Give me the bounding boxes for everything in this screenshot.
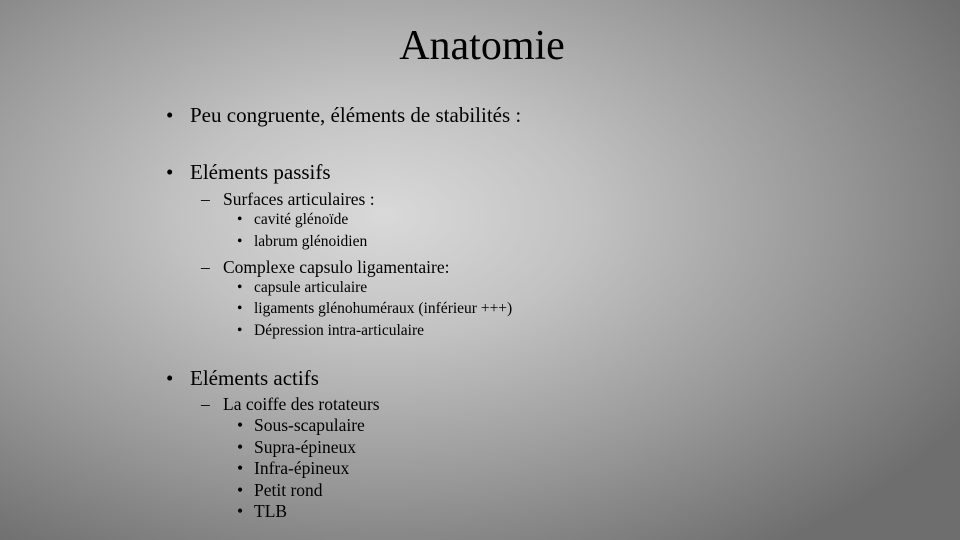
list-item xyxy=(237,299,512,319)
subitem-surfaces-text: Surfaces articulaires : xyxy=(223,189,375,209)
list-item-text: ligaments glénohuméraux (inférieur +++) xyxy=(254,300,513,317)
list-item xyxy=(237,278,367,298)
bullet-passifs-text: Eléments passifs xyxy=(190,160,331,184)
bullet-marker: • xyxy=(166,103,174,127)
list-item-text: Dépression intra-articulaire xyxy=(254,322,424,339)
bullet-marker: • xyxy=(166,366,174,390)
bullet-actifs xyxy=(166,365,319,391)
bullet-marker: • xyxy=(166,160,174,184)
bullet-intro xyxy=(166,102,521,128)
list-item-text: Infra-épineux xyxy=(254,458,350,478)
bullet-intro-text: Peu congruente, éléments de stabilités : xyxy=(190,103,522,127)
bullet-marker: • xyxy=(237,279,243,296)
bullet-actifs-text: Eléments actifs xyxy=(190,366,319,390)
subitem-surfaces xyxy=(201,188,375,210)
bullet-marker: • xyxy=(237,480,244,500)
slide-title xyxy=(0,20,960,72)
bullet-marker: • xyxy=(237,211,243,228)
bullet-marker: • xyxy=(237,300,243,317)
list-item-text: Supra-épineux xyxy=(254,437,357,457)
list-item-text: Sous-scapulaire xyxy=(254,415,365,435)
bullet-marker: • xyxy=(237,233,243,250)
list-item-text: labrum glénoidien xyxy=(254,233,368,250)
list-item xyxy=(237,436,356,458)
list-item-text: capsule articulaire xyxy=(254,279,368,296)
subitem-complexe xyxy=(201,256,449,278)
list-item xyxy=(237,232,367,252)
subitem-complexe-text: Complexe capsulo ligamentaire: xyxy=(223,257,450,277)
list-item xyxy=(237,210,348,230)
list-item-text: cavité glénoïde xyxy=(254,211,349,228)
dash-marker: – xyxy=(201,257,210,277)
subitem-coiffe-text: La coiffe des rotateurs xyxy=(223,394,380,414)
bullet-marker: • xyxy=(237,458,244,478)
dash-marker: – xyxy=(201,189,210,209)
list-item-text: TLB xyxy=(254,501,288,521)
list-item xyxy=(237,414,365,436)
bullet-passifs xyxy=(166,159,331,185)
slide-title-text: Anatomie xyxy=(399,23,565,69)
bullet-marker: • xyxy=(237,437,244,457)
list-item-text: Petit rond xyxy=(254,480,323,500)
bullet-marker: • xyxy=(237,501,244,521)
subitem-coiffe xyxy=(201,393,380,415)
list-item xyxy=(237,500,287,522)
bullet-marker: • xyxy=(237,415,244,435)
bullet-marker: • xyxy=(237,322,243,339)
list-item xyxy=(237,457,349,479)
list-item xyxy=(237,479,323,501)
dash-marker: – xyxy=(201,394,210,414)
list-item xyxy=(237,321,424,341)
